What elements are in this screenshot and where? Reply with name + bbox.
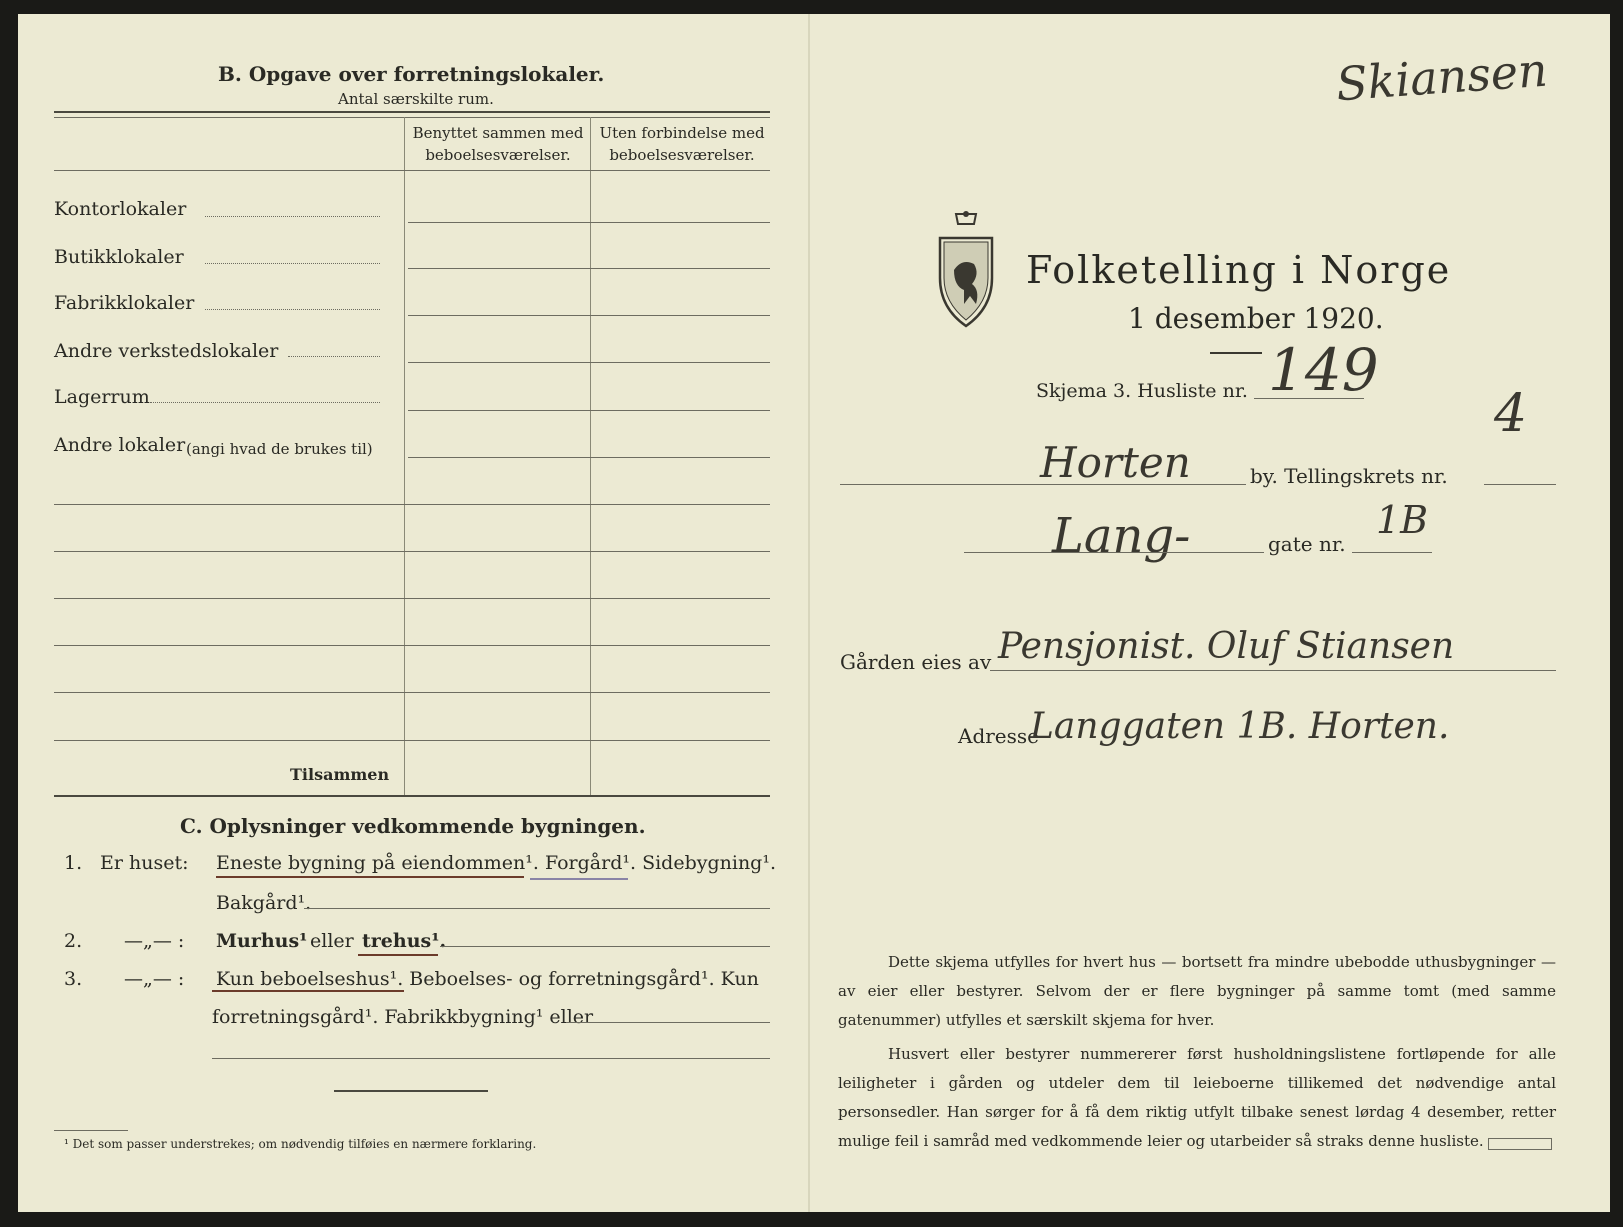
gate-value: Lang- [1052,508,1191,564]
col-divider-1 [404,117,405,795]
husliste-number: 149 [1268,336,1379,404]
q2-label: —„— : [124,930,185,952]
q2-murhus: Murhus¹ [216,930,308,952]
footnote-rule [54,1130,128,1131]
q1-continued: Bakgård¹. [216,892,312,914]
eier-value: Pensjonist. Oluf Stiansen [998,626,1455,667]
row-lagerrum: Lagerrum [54,386,150,408]
table-top-rule [54,111,770,113]
row-rule [408,268,770,269]
gate-line [964,552,1264,553]
q3-label: —„— : [124,968,185,990]
by-value: Horten [1040,438,1191,487]
footnote: ¹ Det som passer understrekes; om nødvendig tilføies en nærmere forklaring. [64,1137,537,1151]
title-rule [1210,352,1262,354]
answer-line [304,908,770,909]
answer-line [212,1058,770,1059]
answer-line [566,1022,770,1023]
row-rule [408,362,770,363]
form-date: 1 desember 1920. [1128,302,1384,335]
husliste-line [1254,398,1364,399]
form-title: Folketelling i Norge [1026,248,1452,292]
gate-label: gate nr. [1268,532,1346,556]
table-bottom-rule [54,795,770,797]
gate-number: 1B [1376,498,1429,542]
row-rule [408,457,770,458]
underline-kun-beboelseshus [212,990,404,992]
row-verkstedslokaler: Andre verkstedslokaler [54,340,279,362]
q3-number: 3. [64,968,83,990]
q2-number: 2. [64,930,83,952]
row-rule [408,315,770,316]
col-header-sammen: Benyttet sammen med beboelsesværelser. [412,124,584,164]
section-b-title: B. Opgave over forretningslokaler. [218,62,605,86]
row-kontorlokaler: Kontorlokaler [54,198,187,220]
eier-label: Gården eies av [840,650,992,674]
row-rule [408,410,770,411]
adresse-value: Langgaten 1B. Horten. [1030,706,1450,747]
answer-line [440,946,770,947]
underline-forgard [530,878,628,880]
norway-coat-of-arms-icon [934,210,998,330]
q3-line2: forretningsgård¹. Fabrikkbygning¹ eller [212,1006,594,1028]
row-fabrikklokaler: Fabrikklokaler [54,292,195,314]
section-c-title: C. Oplysninger vedkommende bygningen. [180,814,646,838]
q1-label: Er huset: [100,852,189,874]
krets-line [1484,484,1556,485]
eier-line [990,670,1556,671]
leader-dots [288,356,380,357]
leader-dots [205,216,380,217]
row-butikklokaler: Butikklokaler [54,246,184,268]
handwritten-name-corner: Skiansen [1334,42,1550,112]
row-rule [54,551,770,552]
row-rule [54,692,770,693]
section-b-subtitle: Antal særskilte rum. [338,90,494,108]
krets-number: 4 [1494,384,1528,444]
underline-trehus [358,954,438,956]
table-top-rule-2 [54,117,770,118]
tilsammen-label: Tilsammen [290,765,390,784]
header-rule [54,170,770,171]
row-andre-lokaler: Andre lokaler [54,434,186,456]
underline-eneste-bygning [216,876,524,878]
instruction-paragraph-1: Dette skjema utfylles for hvert hus — bortsett fra mindre ubebodde uthusbygninger — av eier eller bestyrer. Selvom der er flere bygninger på samme tomt (med samme gatenummer) utfylles et særskilt skjema for hver. [838,953,1556,1029]
q3-line1: Kun beboelseshus¹. Beboelses- og forretningsgård¹. Kun [216,968,759,990]
closing-rule [334,1090,488,1092]
col-header-uten: Uten forbindelse med beboelsesværelser. [599,124,765,164]
by-line [840,484,1246,485]
printer-stamp [1488,1138,1552,1150]
col-divider-2 [590,117,591,795]
row-rule [54,740,770,741]
q1-options: Eneste bygning på eiendommen¹. Forgård¹. Sidebygning¹. [216,852,776,874]
skjema-label: Skjema 3. Husliste nr. [1036,380,1248,402]
row-rule [54,598,770,599]
leader-dots [150,402,380,403]
row-rule [54,504,770,505]
q2-trehus: trehus¹. [362,930,447,952]
q1-number: 1. [64,852,83,874]
row-rule [54,645,770,646]
leader-dots [205,309,380,310]
leader-dots [205,263,380,264]
by-label: by. Tellingskrets nr. [1250,464,1448,488]
q2-or: eller [310,930,354,952]
andre-lokaler-note: (angi hvad de brukes til) [186,440,373,458]
gate-nr-line [1352,552,1432,553]
instruction-paragraph-2: Husvert eller bestyrer nummererer først husholdningslistene fortløpende for alle leiligheter i gården og utdeler dem til leieboerne tillikemed det nødvendige antal personsedler. Han sørger for å få dem riktig utfylt tilbake senest lørdag 4 desember, retter mulige feil i samråd med vedkommende leier og utarbeider så straks denne husliste. [838,1045,1556,1150]
adresse-label: Adresse [958,724,1040,748]
row-rule [408,222,770,223]
page-fold [808,14,810,1212]
